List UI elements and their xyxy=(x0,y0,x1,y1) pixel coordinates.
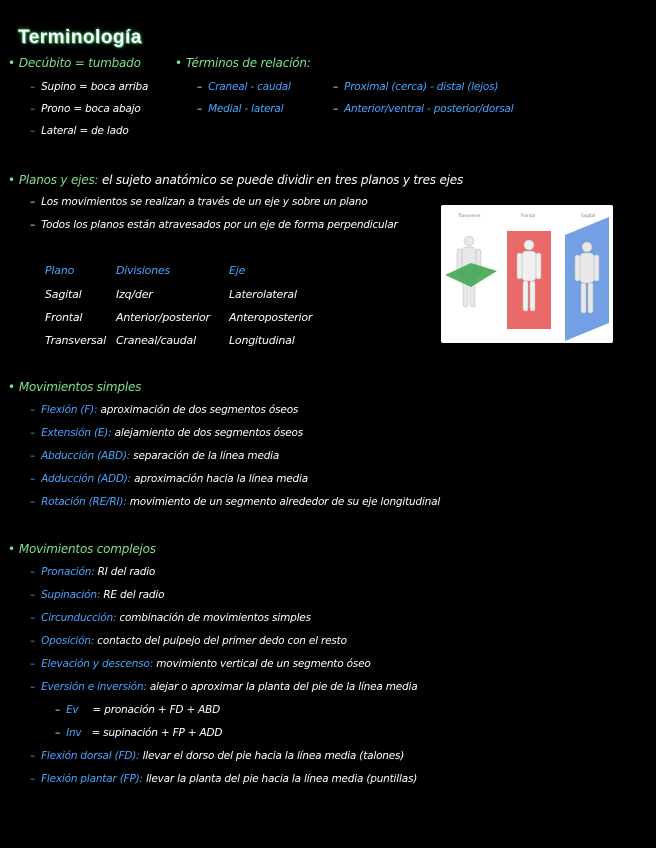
table-header-eje: Eje xyxy=(229,264,246,277)
list-item: – Supinación: RE del radio xyxy=(30,589,165,601)
list-item: – Flexión (F): aproximación de dos segmentos óseos xyxy=(30,404,299,416)
table-cell: Craneal/caudal xyxy=(116,334,196,347)
table-cell: Longitudinal xyxy=(229,334,295,347)
dash-icon: – xyxy=(30,125,36,137)
relacion-item: – Proximal (cerca) - distal (lejos) xyxy=(333,81,499,93)
bullet-icon: • xyxy=(8,173,15,187)
table-cell: Anteroposterior xyxy=(229,311,313,324)
sub-list-item: – Ev = pronación + FD + ABD xyxy=(55,704,221,716)
list-item: – Abducción (ABD): separación de la línea media xyxy=(30,450,280,462)
list-item: – Prono = boca abajo xyxy=(30,103,141,115)
table-cell: Transversal xyxy=(45,334,106,347)
relacion-item: – Craneal - caudal xyxy=(197,81,291,93)
bullet-icon: • xyxy=(8,542,15,556)
figure-caption: Transverse xyxy=(458,214,481,219)
table-cell: Izq/der xyxy=(116,288,153,301)
list-item: – Extensión (E): alejamiento de dos segmentos óseos xyxy=(30,427,304,439)
list-item: – Circunducción: combinación de movimientos simples xyxy=(30,612,311,624)
anatomical-planes-figure xyxy=(441,205,613,343)
table-cell: Anterior/posterior xyxy=(116,311,210,324)
list-item: – Eversión e inversión: alejar o aproximar la planta del pie de la línea media xyxy=(30,681,418,693)
list-item: – Flexión plantar (FP): llevar la planta del pie hacia la línea media (puntillas) xyxy=(30,773,418,785)
table-header-divisiones: Divisiones xyxy=(116,264,171,277)
planes-illustration-icon xyxy=(441,205,613,343)
dash-icon: – xyxy=(30,103,36,115)
list-item: – Pronación: RI del radio xyxy=(30,566,156,578)
page-title: Terminología xyxy=(18,27,142,48)
planos-heading: • Planos y ejes: el sujeto anatómico se puede dividir en tres planos y tres ejes xyxy=(8,173,463,187)
list-item: – Los movimientos se realizan a través de un eje y sobre un plano xyxy=(30,196,368,208)
list-item: – Elevación y descenso: movimiento vertical de un segmento óseo xyxy=(30,658,371,670)
relacion-heading: • Términos de relación: xyxy=(175,56,311,70)
sub-list-item: – Inv = supinación + FP + ADD xyxy=(55,727,223,739)
list-item: – Todos los planos están atravesados por un eje de forma perpendicular xyxy=(30,219,398,231)
list-item: – Supino = boca arriba xyxy=(30,81,149,93)
decubito-heading xyxy=(8,57,141,69)
table-cell: Sagital xyxy=(45,288,82,301)
relacion-item: – Anterior/ventral - posterior/dorsal xyxy=(333,103,514,115)
complejos-heading: • Movimientos complejos xyxy=(8,542,156,556)
table-header-plano: Plano xyxy=(45,264,75,277)
bullet-icon: • xyxy=(175,56,182,70)
simples-heading: • Movimientos simples xyxy=(8,380,142,394)
dash-icon: – xyxy=(30,81,36,93)
bullet-icon: • xyxy=(8,380,15,394)
bullet-icon: • xyxy=(8,56,15,70)
table-cell: Frontal xyxy=(45,311,83,324)
list-item: – Adducción (ADD): aproximación hacia la línea media xyxy=(30,473,308,485)
figure-caption: Frontal xyxy=(521,214,535,219)
decubito-head-text: Decúbito = tumbado xyxy=(18,56,141,70)
list-item: – Lateral = de lado xyxy=(30,125,129,137)
relacion-item: – Medial - lateral xyxy=(197,103,284,115)
list-item: – Rotación (RE/RI): movimiento de un segmento alrededor de su eje longitudinal xyxy=(30,496,441,508)
figure-caption: Sagital xyxy=(581,214,596,219)
table-cell: Laterolateral xyxy=(229,288,297,301)
list-item: – Oposición: contacto del pulpejo del primer dedo con el resto xyxy=(30,635,347,647)
list-item: – Flexión dorsal (FD): llevar el dorso del pie hacia la línea media (talones) xyxy=(30,750,405,762)
